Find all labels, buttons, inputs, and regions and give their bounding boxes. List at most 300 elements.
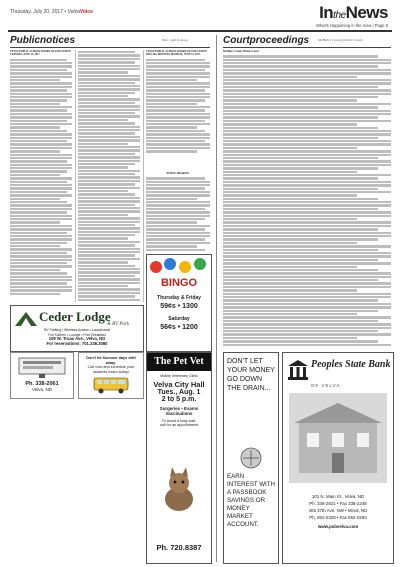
- text-line: [146, 201, 210, 203]
- text-line: [78, 193, 135, 195]
- text-line: [146, 181, 210, 183]
- text-line: [146, 109, 205, 111]
- text-line: [223, 337, 357, 339]
- text-line: [223, 201, 391, 203]
- text-line: [78, 237, 128, 239]
- text-line: [78, 139, 140, 141]
- text-line: [78, 285, 128, 287]
- text-line: [223, 99, 357, 101]
- text-line: [78, 92, 135, 94]
- bank-sub: OF VELVA: [311, 383, 341, 388]
- text-line: [223, 320, 378, 322]
- text-line: [146, 113, 210, 115]
- text-line: [78, 78, 140, 80]
- text-line: [146, 65, 210, 67]
- text-line: [10, 82, 72, 84]
- text-line: [10, 116, 72, 118]
- text-line: [10, 130, 67, 132]
- text-line: [146, 245, 197, 247]
- money-ad: [223, 352, 279, 564]
- text-line: [10, 109, 67, 111]
- text-line: [223, 116, 378, 118]
- text-line: [78, 207, 140, 209]
- text-line: [10, 174, 60, 176]
- text-line: [10, 99, 67, 101]
- text-line: [78, 109, 140, 111]
- text-line: [223, 344, 391, 346]
- text-line: [78, 265, 135, 267]
- text-line: [223, 164, 391, 166]
- text-line: [146, 123, 210, 125]
- ceder-logo-icon: [15, 312, 37, 326]
- text-line: [223, 177, 378, 179]
- text-line: [10, 191, 67, 193]
- text-line: [223, 316, 391, 318]
- text-line: [10, 170, 67, 172]
- text-line: [78, 58, 140, 60]
- text-line: [78, 65, 140, 67]
- text-line: [146, 76, 210, 78]
- bank-name: Peoples State Bank: [311, 359, 391, 370]
- text-line: [223, 266, 357, 268]
- text-line: [146, 177, 205, 179]
- text-line: [223, 69, 391, 71]
- text-line: [78, 248, 140, 250]
- text-line: [10, 123, 72, 125]
- text-line: [78, 176, 140, 178]
- text-line: [78, 241, 140, 243]
- court-rule: [223, 47, 391, 48]
- public-hearing-title: PUBLIC HEARING: [166, 172, 190, 175]
- text-line: [10, 86, 72, 88]
- text-line: [10, 293, 60, 295]
- signs-graphic-icon: [17, 356, 67, 378]
- text-line: [78, 251, 140, 253]
- pet-vet-ad: [146, 352, 212, 564]
- text-line: [78, 129, 140, 131]
- text-line: [223, 333, 391, 335]
- text-line: [10, 157, 72, 159]
- text-line: [223, 150, 391, 152]
- text-line: [146, 89, 205, 91]
- text-line: [78, 160, 140, 162]
- text-line: [223, 82, 391, 84]
- text-line: [223, 160, 391, 162]
- brand-in: In: [319, 3, 334, 22]
- public-hearing-section: [146, 172, 210, 252]
- text-line: [146, 225, 210, 227]
- text-line: [78, 163, 135, 165]
- text-line: [10, 103, 60, 105]
- text-line: [78, 227, 140, 229]
- text-line: [146, 150, 197, 152]
- text-line: [223, 323, 391, 325]
- text-line: [146, 93, 210, 95]
- text-line: [223, 211, 391, 213]
- text-line: [78, 173, 135, 175]
- text-line: [146, 86, 210, 88]
- text-line: [146, 82, 210, 84]
- text-line: [146, 211, 210, 213]
- text-line: [78, 183, 135, 185]
- text-line: [78, 170, 140, 172]
- text-line: [78, 288, 140, 290]
- court-right-label: McHenry County District Court: [318, 38, 363, 42]
- masthead-brand: [319, 3, 388, 23]
- text-line: [223, 249, 378, 251]
- text-line: [10, 279, 72, 281]
- text-line: [10, 59, 67, 61]
- text-line: [10, 262, 67, 264]
- text-line: [10, 137, 72, 139]
- text-line: [10, 177, 72, 179]
- text-line: [10, 181, 67, 183]
- text-line: [10, 235, 72, 237]
- text-line: [78, 136, 140, 138]
- text-line: [78, 143, 128, 145]
- text-line: [10, 282, 67, 284]
- text-line: [10, 228, 72, 230]
- svg-text:BINGO: BINGO: [160, 277, 198, 289]
- text-line: [223, 279, 378, 281]
- notice1-body: [10, 59, 72, 295]
- notice2-body: [146, 59, 210, 153]
- public-notices-rule: [10, 47, 210, 48]
- text-line: [223, 181, 391, 183]
- text-line: [223, 93, 391, 95]
- text-line: [10, 150, 60, 152]
- ceder-lodge-name: Ceder Lodge: [39, 309, 111, 324]
- text-line: [10, 106, 72, 108]
- text-line: [146, 99, 205, 101]
- pet-vet-body: Mobile Veterinary Clinic Velva City Hall Tues., Aug. 1 2 to 5 p.m. Surgeries • Exams Vaccinations To avoid a long wait, call for an appointment: [153, 374, 205, 427]
- text-line: [146, 218, 205, 220]
- court-proceedings-title: Courtproceedings: [223, 35, 310, 46]
- pet-vet-title: The Pet Vet: [147, 353, 211, 371]
- text-line: [78, 197, 140, 199]
- text-line: [223, 65, 378, 67]
- text-line: [78, 244, 135, 246]
- text-line: [223, 59, 391, 61]
- text-line: [10, 187, 72, 189]
- brand-news: News: [345, 3, 388, 22]
- text-line: [78, 82, 135, 84]
- text-line: [78, 275, 135, 277]
- text-line: [10, 194, 72, 196]
- column-divider: [143, 50, 144, 302]
- notice1-body-continued: [78, 51, 140, 301]
- text-line: [78, 102, 135, 104]
- text-line: [223, 215, 391, 217]
- text-line: [78, 115, 140, 117]
- notice-column-3: [146, 50, 210, 170]
- text-line: [10, 248, 72, 250]
- text-line: [223, 72, 391, 74]
- text-line: [10, 245, 60, 247]
- text-line: [78, 292, 140, 294]
- text-line: [10, 211, 67, 213]
- text-line: [223, 62, 391, 64]
- text-line: [10, 208, 72, 210]
- drain-icon: [238, 447, 264, 469]
- masthead-rule: [8, 30, 392, 32]
- text-line: [223, 76, 357, 78]
- text-line: [146, 194, 210, 196]
- text-line: [78, 221, 140, 223]
- text-line: [223, 89, 391, 91]
- notice-column-1: [10, 50, 72, 303]
- text-line: [10, 79, 60, 81]
- text-line: [223, 286, 391, 288]
- text-line: [10, 201, 67, 203]
- public-hearing-body: [146, 177, 210, 251]
- date-text: Thursday, July 20, 2017: [10, 9, 63, 15]
- text-line: [78, 295, 135, 297]
- text-line: [223, 327, 391, 329]
- text-line: [223, 55, 378, 57]
- text-line: [146, 242, 210, 244]
- notice2-title: VELVA PUBLIC SCHOOL BOARD OF EDUCATION SPECIAL MEETING MONDAY, JUNE 19, 2017: [146, 50, 207, 57]
- text-line: [146, 184, 210, 186]
- text-line: [78, 156, 140, 158]
- text-line: [10, 276, 72, 278]
- tagline: What's Happening in the Area | Page 5: [316, 23, 388, 28]
- text-line: [223, 208, 378, 210]
- text-line: [223, 228, 378, 230]
- text-line: [78, 278, 140, 280]
- text-line: [223, 235, 391, 237]
- text-line: [223, 130, 391, 132]
- text-line: [10, 265, 72, 267]
- text-line: [78, 119, 128, 121]
- text-line: [78, 88, 140, 90]
- text-line: [223, 306, 391, 308]
- text-line: [78, 258, 140, 260]
- bus-text: Don't let Summer days drift away. Call now and schedule your students exam today!: [86, 356, 136, 374]
- text-line: [78, 75, 140, 77]
- text-line: [78, 190, 128, 192]
- text-line: [10, 120, 67, 122]
- text-line: [78, 146, 140, 148]
- text-line: [146, 191, 210, 193]
- text-line: [78, 98, 140, 100]
- text-line: [10, 62, 72, 64]
- text-line: [223, 113, 391, 115]
- text-line: [78, 105, 140, 107]
- text-line: [10, 289, 72, 291]
- text-line: [223, 96, 378, 98]
- ceder-lodge-ad: [10, 305, 144, 352]
- text-line: [78, 54, 140, 56]
- text-line: [78, 187, 140, 189]
- text-line: [78, 268, 140, 270]
- text-line: [223, 255, 391, 257]
- text-line: [10, 232, 67, 234]
- text-line: [78, 214, 128, 216]
- text-line: [10, 164, 72, 166]
- court-heading: McHenry County District Court: [223, 50, 259, 53]
- text-line: [223, 204, 391, 206]
- text-line: [10, 255, 72, 257]
- text-line: [78, 132, 135, 134]
- text-line: [78, 204, 135, 206]
- pet-icon: [159, 465, 199, 515]
- text-line: [223, 86, 378, 88]
- text-line: [10, 72, 72, 74]
- column-divider: [75, 50, 76, 302]
- text-line: [223, 191, 391, 193]
- text-line: [78, 217, 140, 219]
- text-line: [223, 167, 378, 169]
- text-line: [223, 147, 357, 149]
- text-line: [223, 296, 391, 298]
- text-line: [223, 259, 378, 261]
- text-line: [223, 293, 391, 295]
- school-bus-icon: [93, 375, 129, 395]
- pet-vet-phone: Ph. 720.8387: [156, 543, 202, 552]
- text-line: [223, 218, 357, 220]
- text-line: [10, 272, 67, 274]
- notice1-title: VELVA PUBLIC SCHOOL BOARD OF EDUCATION TUESDAY, JUNE 13, 2017: [10, 50, 71, 57]
- text-line: [223, 106, 378, 108]
- signs-phone: Ph. 338-2061 Velva, ND: [25, 381, 59, 392]
- text-line: [223, 194, 357, 196]
- text-line: [146, 238, 205, 240]
- brand-the: the: [333, 10, 346, 21]
- text-line: [223, 188, 378, 190]
- text-line: [78, 166, 128, 168]
- section-divider: [216, 35, 217, 562]
- text-line: [10, 286, 72, 288]
- text-line: [223, 120, 391, 122]
- text-line: [223, 110, 391, 112]
- text-line: [10, 225, 72, 227]
- text-line: [78, 234, 135, 236]
- text-line: [146, 59, 205, 61]
- text-line: [78, 231, 140, 233]
- text-line: [78, 85, 140, 87]
- text-line: [146, 69, 205, 71]
- text-line: [223, 252, 391, 254]
- text-line: [78, 271, 140, 273]
- text-line: [10, 184, 72, 186]
- text-line: [10, 76, 72, 78]
- text-line: [223, 238, 378, 240]
- text-line: [146, 249, 205, 251]
- text-line: [10, 65, 72, 67]
- text-line: [78, 224, 135, 226]
- court-body: [223, 55, 391, 346]
- text-line: [78, 71, 128, 73]
- text-line: [146, 116, 210, 118]
- text-line: [10, 69, 67, 71]
- text-line: [146, 103, 197, 105]
- text-line: [223, 184, 391, 186]
- text-line: [10, 221, 60, 223]
- text-line: [146, 198, 197, 200]
- text-line: [146, 143, 210, 145]
- text-line: [146, 228, 205, 230]
- text-line: [146, 96, 210, 98]
- bank-contact: 101 N. Main St., Velva, ND Ph. 338-2821 • Fax 338-2248 405 37th Ave. NW • Minot, ND Ph. 852-0328 • Fax 852-0283 www.psbvelva.com: [285, 493, 391, 530]
- text-line: [78, 149, 140, 151]
- text-line: [146, 130, 205, 132]
- text-line: [223, 137, 378, 139]
- text-line: [10, 154, 72, 156]
- text-line: [223, 330, 378, 332]
- text-line: [223, 262, 391, 264]
- bank-photo-icon: [289, 393, 387, 483]
- text-line: [10, 238, 72, 240]
- money-text-1: DON'T LET YOUR MONEY GO DOWN THE DRAIN...: [227, 358, 275, 392]
- text-line: [223, 225, 391, 227]
- text-line: [10, 204, 72, 206]
- text-line: [223, 232, 391, 234]
- text-line: [146, 120, 205, 122]
- text-line: [223, 143, 391, 145]
- money-text-2: EARN INTEREST WITH A PASSBOOK SAVINGS OR MONEY MARKET ACCOUNT.: [227, 473, 276, 528]
- bank-website-link[interactable]: www.psbvelva.com: [317, 524, 359, 529]
- text-line: [10, 113, 72, 115]
- public-notices-right-label: Your right to know: [162, 38, 189, 42]
- text-line: [78, 122, 135, 124]
- text-line: [78, 51, 135, 53]
- text-line: [223, 154, 391, 156]
- text-line: [223, 133, 391, 135]
- section-name: Voice: [79, 9, 93, 15]
- text-line: [223, 171, 357, 173]
- text-line: [10, 140, 67, 142]
- bingo-ad: [146, 254, 212, 352]
- text-line: [223, 340, 378, 342]
- text-line: [223, 157, 378, 159]
- text-line: [78, 95, 128, 97]
- text-line: [78, 282, 140, 284]
- text-line: [223, 313, 357, 315]
- text-line: [223, 303, 391, 305]
- text-line: [78, 180, 140, 182]
- text-line: [146, 79, 197, 81]
- text-line: [146, 133, 210, 135]
- text-line: [78, 261, 128, 263]
- public-notices-title: Publicnotices: [10, 35, 76, 46]
- text-line: [146, 72, 210, 74]
- text-line: [223, 269, 378, 271]
- text-line: [78, 200, 140, 202]
- text-line: [223, 127, 378, 129]
- text-line: [223, 140, 391, 142]
- text-line: [10, 218, 72, 220]
- text-line: [146, 106, 210, 108]
- text-line: [223, 242, 357, 244]
- text-line: [78, 153, 135, 155]
- text-line: [146, 126, 197, 128]
- ceder-lodge-lines: RV Parking • Wireless Access • Laundromat Full Kitchen • Lounge • Free Breakfast 109 W. Truax Ave., Velva, ND For reservations: 701.338.3080: [43, 328, 110, 346]
- notice-column-2: [78, 50, 140, 303]
- text-line: [223, 276, 391, 278]
- text-line: [146, 140, 205, 142]
- text-line: [78, 112, 135, 114]
- text-line: [223, 198, 378, 200]
- bank-logo-icon: [287, 359, 309, 381]
- text-line: [10, 252, 67, 254]
- text-line: [146, 215, 210, 217]
- text-line: [146, 235, 210, 237]
- text-line: [223, 299, 378, 301]
- school-bus-ad: [78, 352, 144, 399]
- text-line: [223, 174, 391, 176]
- ceder-lodge-sub: & RV Park: [107, 322, 130, 327]
